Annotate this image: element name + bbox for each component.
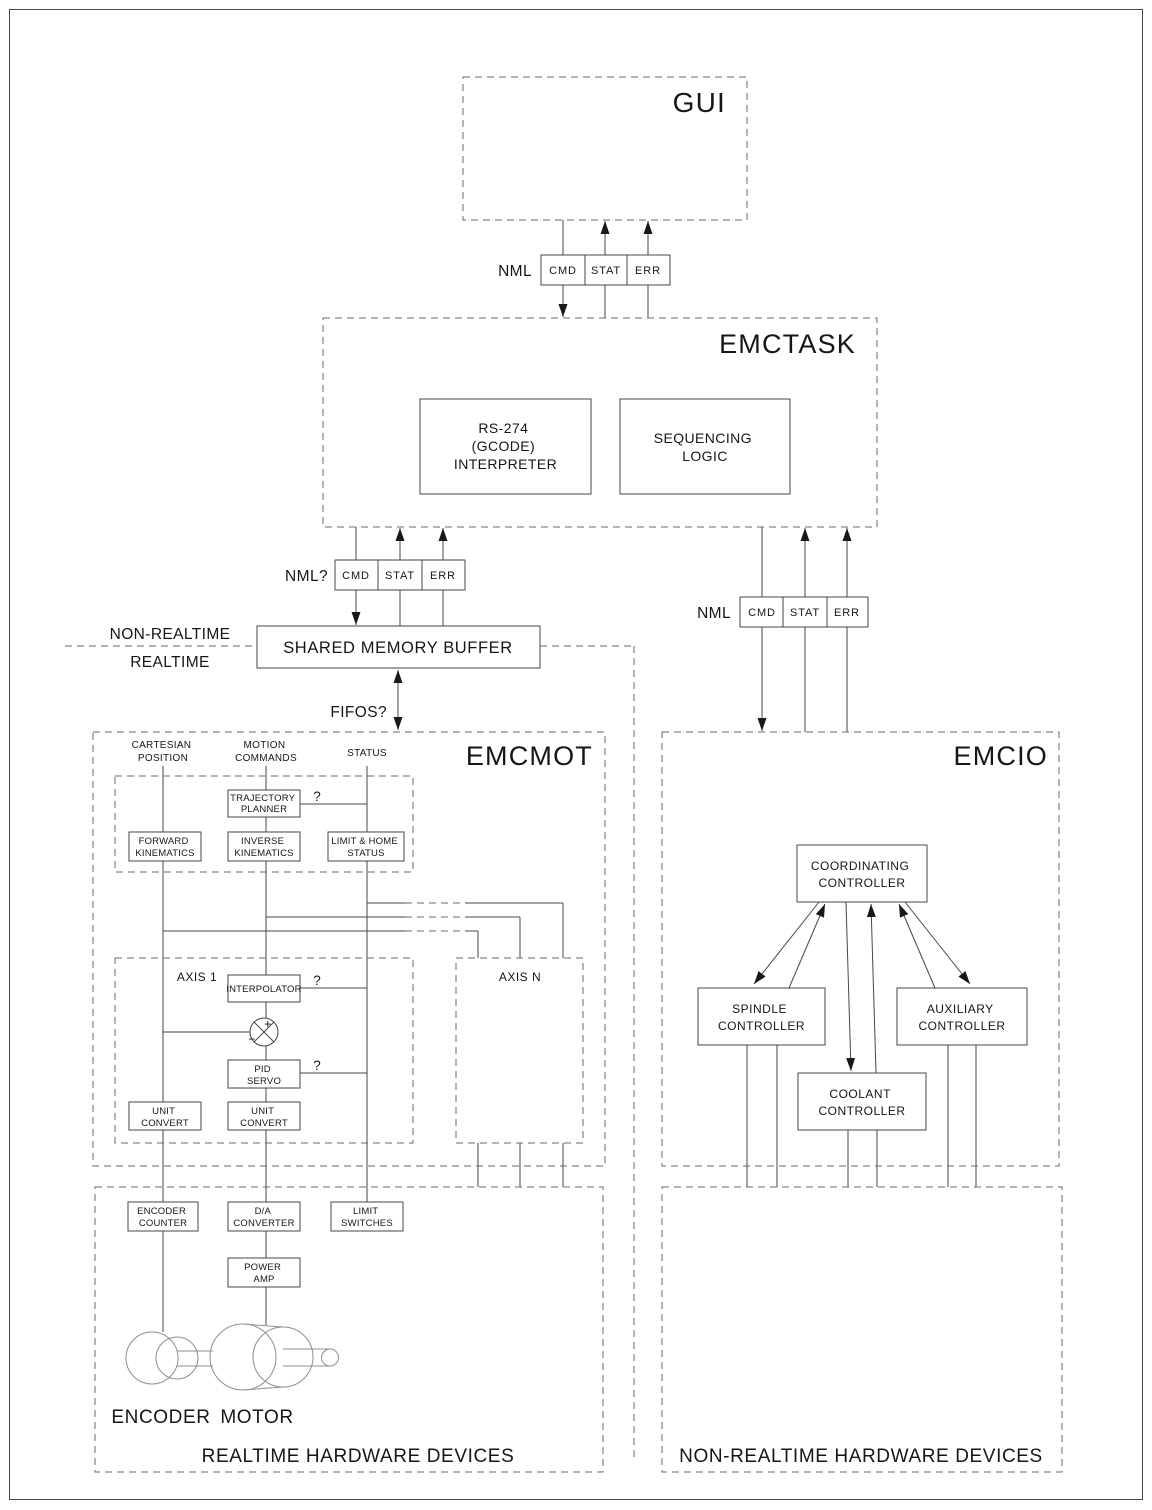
sequencing-logic-box bbox=[620, 399, 790, 494]
emcio-title: EMCIO bbox=[953, 741, 1048, 771]
unit-convert-output-box bbox=[228, 1102, 300, 1130]
motor-face bbox=[253, 1327, 313, 1387]
svg-text:UNIT CONVERT: UNIT CONVERT bbox=[240, 1106, 288, 1129]
nml-right-cmd-text: CMD bbox=[748, 607, 776, 619]
nml-right-row bbox=[697, 597, 868, 627]
nml-left-cmd-text: CMD bbox=[342, 570, 370, 582]
svg-text:TRAJECTORY PLANNER: TRAJECTORY PLANNER bbox=[230, 793, 295, 815]
nml-right-label: NML bbox=[697, 605, 731, 622]
svg-text:FORWARD KINEMATICS: FORWARD KINEMATICS bbox=[135, 836, 195, 859]
nml-right-lines bbox=[762, 527, 847, 732]
coolant-controller-box bbox=[798, 1073, 926, 1130]
encoder-body bbox=[126, 1332, 178, 1384]
summing-plus: + bbox=[264, 1017, 272, 1031]
emcio-box bbox=[662, 732, 1059, 1166]
trajectory-question-mark: ? bbox=[313, 789, 321, 804]
nml-left-row bbox=[285, 560, 465, 590]
emctask-title: EMCTASK bbox=[719, 329, 856, 359]
encoder-counter-box bbox=[128, 1202, 198, 1231]
gcode-interpreter-box bbox=[420, 399, 591, 494]
svg-text:POWER AMP: POWER AMP bbox=[244, 1262, 282, 1285]
nml-right-stat-text: STAT bbox=[789, 607, 821, 619]
svg-text:SPINDLE CONTROLLER: SPINDLE CONTROLLER bbox=[717, 1002, 806, 1033]
nonrealtime-hardware-caption: NON-REALTIME HARDWARE DEVICES bbox=[679, 1446, 1043, 1467]
inverse-kinematics-box bbox=[228, 832, 300, 861]
fifos-label: FIFOS? bbox=[330, 704, 387, 721]
emcmot-box bbox=[93, 732, 605, 1166]
svg-text:INTERPOLATOR: INTERPOLATOR bbox=[226, 984, 302, 995]
svg-text:INVERSE KINEMATICS: INVERSE KINEMATICS bbox=[234, 836, 294, 859]
svg-text:PID SERVO: PID SERVO bbox=[246, 1064, 282, 1087]
spindle-controller-box bbox=[698, 988, 825, 1045]
summing-minus: − bbox=[248, 1032, 256, 1046]
summing-junction bbox=[248, 1017, 278, 1046]
unit-convert-feedback-box bbox=[129, 1102, 201, 1130]
nml-top-stat-text: STAT bbox=[590, 265, 622, 277]
limit-home-status-box bbox=[328, 832, 404, 861]
realtime-hardware-box bbox=[95, 1187, 603, 1472]
motion-commands-header: MOTION COMMANDS bbox=[235, 740, 297, 764]
motor-shaft-end bbox=[322, 1349, 339, 1366]
realtime-hardware-caption: REALTIME HARDWARE DEVICES bbox=[201, 1446, 515, 1467]
forward-kinematics-box bbox=[129, 832, 201, 861]
encoder-label: ENCODER bbox=[111, 1407, 211, 1428]
svg-text:D/A CONVERTER: D/A CONVERTER bbox=[233, 1206, 295, 1229]
coordinating-controller-box bbox=[797, 845, 927, 902]
svg-text:LIMIT SWITCHES: LIMIT SWITCHES bbox=[341, 1206, 393, 1229]
interpolator-box bbox=[226, 975, 301, 1002]
pid-question-mark: ? bbox=[313, 1058, 321, 1073]
non-realtime-label: NON-REALTIME bbox=[109, 626, 231, 643]
shared-memory-buffer-label: SHARED MEMORY BUFFER bbox=[283, 639, 513, 657]
svg-text:RS-274 (GCODE): RS-274 (GCODE) INTERPRETER bbox=[453, 420, 558, 472]
gui-title: GUI bbox=[672, 87, 726, 118]
nml-left-label: NML? bbox=[285, 568, 328, 585]
limit-switches-box bbox=[331, 1202, 403, 1231]
axis1-label: AXIS 1 bbox=[176, 970, 218, 984]
svg-text:UNIT CONVERT: UNIT CONVERT bbox=[141, 1106, 189, 1129]
svg-text:COOLANT CONTROLLER: COOLANT CONTROLLER bbox=[818, 1087, 906, 1118]
gui-box bbox=[463, 77, 747, 220]
pid-servo-box bbox=[228, 1060, 300, 1088]
motor-body bbox=[210, 1324, 276, 1390]
auxiliary-controller-box bbox=[897, 988, 1027, 1045]
interpolator-question-mark: ? bbox=[313, 973, 321, 988]
motor-label: MOTOR bbox=[220, 1407, 294, 1428]
svg-text:SEQUENCING LOGIC: SEQUENCING LOGIC bbox=[653, 430, 752, 464]
axisn-box bbox=[456, 958, 583, 1143]
nonrealtime-hardware-box bbox=[662, 1187, 1062, 1472]
svg-text:LIMIT & HOME STATUS: LIMIT & HOME STATUS bbox=[331, 836, 398, 859]
da-converter-box bbox=[228, 1202, 300, 1231]
emcmot-title: EMCMOT bbox=[465, 741, 593, 771]
nml-top-cmd-text: CMD bbox=[549, 265, 577, 277]
emctask-box bbox=[323, 318, 877, 527]
encoder-face bbox=[156, 1337, 198, 1379]
svg-text:COORDINATING CONTROLLE: COORDINATING CONTROLLER bbox=[810, 859, 910, 890]
nml-top-row bbox=[498, 255, 670, 285]
trajectory-planner-box bbox=[228, 790, 300, 817]
realtime-label: REALTIME bbox=[130, 654, 210, 671]
nml-top-err-text: ERR bbox=[635, 265, 661, 277]
nml-top-label: NML bbox=[498, 263, 532, 280]
power-amp-box bbox=[228, 1258, 300, 1287]
cartesian-position-header: CARTESIAN POSITION bbox=[131, 740, 192, 764]
nml-right-err-text: ERR bbox=[834, 607, 860, 619]
encoder-motor-drawing bbox=[126, 1324, 339, 1390]
status-header: STATUS bbox=[347, 748, 387, 759]
svg-text:ENCODER COUNTER: ENCODER COUNTER bbox=[137, 1206, 188, 1229]
nml-left-err-text: ERR bbox=[430, 570, 456, 582]
svg-text:AUXILIARY CONTROLLER: AUXILIARY CONTROLLER bbox=[918, 1002, 1006, 1033]
axisn-label: AXIS N bbox=[498, 970, 542, 984]
shared-memory-buffer-box bbox=[257, 626, 540, 668]
nml-left-stat-text: STAT bbox=[384, 570, 416, 582]
